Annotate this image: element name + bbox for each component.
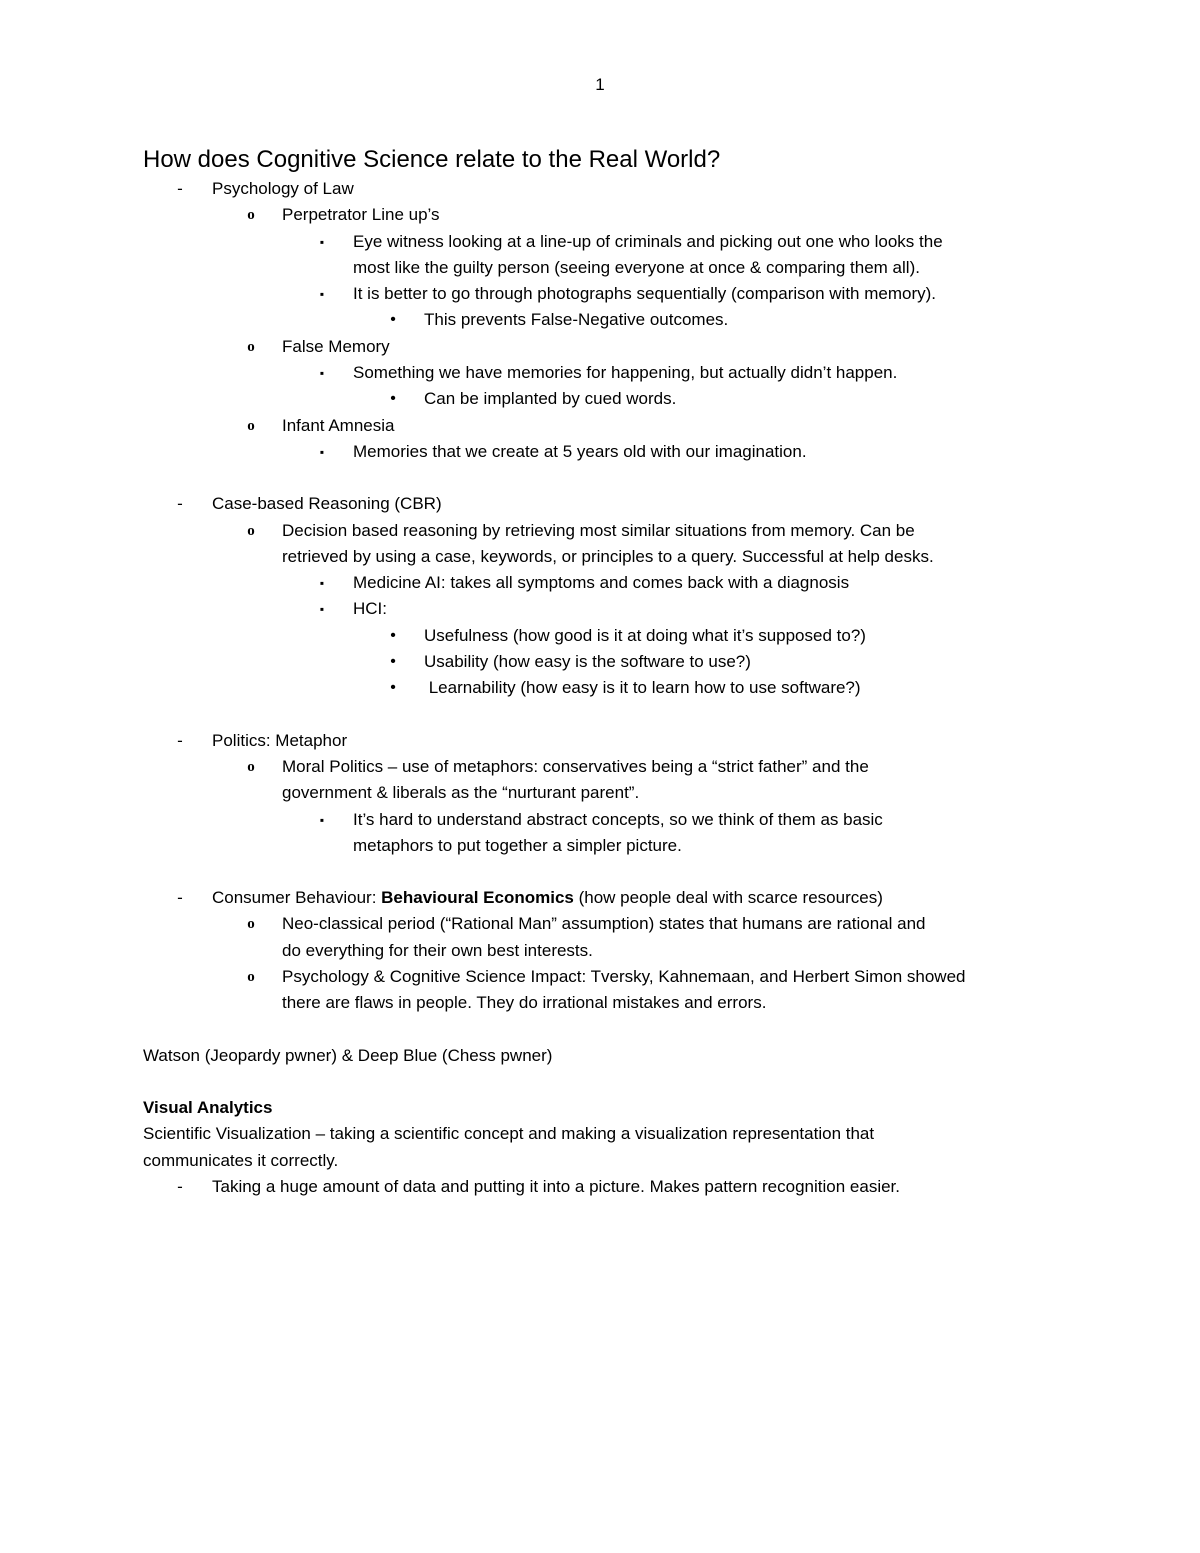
list-item-continuation: [143, 544, 1073, 570]
section-heading-visual-analytics: Visual Analytics: [143, 1097, 273, 1117]
list-item-text: Neo-classical period (“Rational Man” assumption) states that humans are rational and: [282, 914, 926, 934]
list-item: [143, 307, 1073, 333]
dash-bullet-icon: -: [177, 888, 183, 908]
list-item: [143, 675, 1073, 701]
list-item-continuation: [143, 255, 1073, 281]
document-body: [143, 144, 1073, 1200]
dash-bullet-icon: -: [177, 179, 183, 198]
list-item-continuation: [143, 780, 1073, 806]
list-item-text: It is better to go through photographs sequentially (comparison with memory).: [353, 284, 937, 304]
list-item: [143, 229, 1073, 255]
list-item-text: Taking a huge amount of data and putting it into a picture. Makes pattern recognition easier.: [212, 1176, 900, 1196]
square-bullet-icon: ▪: [319, 287, 325, 302]
square-bullet-icon: ▪: [319, 444, 325, 459]
list-item-text: Infant Amnesia: [282, 415, 395, 435]
list-item: [143, 596, 1073, 622]
list-item-text: metaphors to put together a simpler picture.: [353, 835, 682, 855]
document-title: How does Cognitive Science relate to the Real World?: [143, 146, 721, 173]
list-item-text: there are flaws in people. They do irrational mistakes and errors.: [282, 993, 767, 1013]
list-item-text: Medicine AI: takes all symptoms and comes back with a diagnosis: [353, 573, 850, 593]
paragraph-watson: Watson (Jeopardy pwner) & Deep Blue (Chess pwner): [143, 1045, 553, 1065]
list-item-text: do everything for their own best interests.: [282, 940, 593, 960]
list-item: [143, 176, 1073, 202]
list-item: [143, 518, 1073, 544]
list-item-text: Moral Politics – use of metaphors: conservatives being a “strict father” and the: [282, 756, 869, 776]
spacer: [143, 1017, 1073, 1043]
list-item-text: most like the guilty person (seeing everyone at once & comparing them all).: [353, 257, 920, 277]
square-bullet-icon: ▪: [319, 576, 325, 591]
circle-bullet-icon: o: [247, 338, 255, 355]
list-item-continuation: [143, 990, 1073, 1016]
paragraph-definition-continuation: communicates it correctly.: [143, 1150, 339, 1170]
list-item-text: Learnability (how easy is it to learn how to use software?): [424, 678, 861, 698]
list-item: [143, 334, 1073, 360]
list-item-text: This prevents False-Negative outcomes.: [424, 310, 729, 330]
list-item-continuation: [143, 938, 1073, 964]
list-item: [143, 439, 1073, 465]
heading-text: Consumer Behaviour:: [212, 888, 382, 908]
list-item: [143, 964, 1073, 990]
list-item-text: False Memory: [282, 336, 390, 356]
section-heading-cbr: Case-based Reasoning (CBR): [212, 494, 442, 514]
dot-bullet-icon: •: [390, 626, 396, 644]
list-item-text: government & liberals as the “nurturant parent”.: [282, 783, 640, 803]
section-heading-politics: Politics: Metaphor: [212, 730, 348, 750]
page-number: 1: [595, 75, 605, 94]
spacer: [143, 859, 1073, 885]
list-item-text: Decision based reasoning by retrieving most similar situations from memory. Can be: [282, 520, 915, 540]
circle-bullet-icon: o: [247, 758, 255, 775]
list-item-text: HCI:: [353, 599, 387, 619]
list-item: [143, 413, 1073, 439]
circle-bullet-icon: o: [247, 522, 255, 539]
section-heading-psychology-of-law: Psychology of Law: [212, 179, 354, 198]
circle-bullet-icon: o: [247, 916, 255, 933]
dash-bullet-icon: -: [177, 1176, 183, 1196]
list-item-text: It’s hard to understand abstract concepts, so we think of them as basic: [353, 809, 883, 829]
list-item-text: Something we have memories for happening, but actually didn’t happen.: [353, 363, 898, 383]
dot-bullet-icon: •: [390, 653, 396, 671]
list-item-text: Psychology & Cognitive Science Impact: Tversky, Kahnemaan, and Herbert Simon showed: [282, 967, 966, 987]
dash-bullet-icon: -: [177, 494, 183, 514]
dot-bullet-icon: •: [390, 390, 396, 408]
list-item: [143, 885, 1073, 911]
paragraph-definition: Scientific Visualization – taking a scientific concept and making a visualization representation that: [143, 1124, 875, 1144]
spacer: [143, 465, 1073, 491]
square-bullet-icon: ▪: [319, 812, 325, 827]
list-item: [143, 570, 1073, 596]
list-item: [143, 202, 1073, 228]
list-item: [143, 754, 1073, 780]
circle-bullet-icon: o: [247, 969, 255, 986]
list-item: [143, 728, 1073, 754]
dot-bullet-icon: •: [390, 679, 396, 697]
list-item-text: Perpetrator Line up’s: [282, 205, 440, 225]
list-item-continuation: [143, 833, 1073, 859]
list-item-text: Usability (how easy is the software to use?): [424, 652, 751, 672]
spacer: [143, 702, 1073, 728]
heading-bold-text: Behavioural Economics: [381, 888, 574, 908]
list-item: [143, 1174, 1073, 1200]
list-item-text: Eye witness looking at a line-up of criminals and picking out one who looks the: [353, 231, 943, 251]
list-item: [143, 360, 1073, 386]
section-heading-consumer-behaviour: [212, 888, 883, 907]
list-item: [143, 911, 1073, 937]
square-bullet-icon: ▪: [319, 234, 325, 249]
square-bullet-icon: ▪: [319, 602, 325, 617]
dash-bullet-icon: -: [177, 730, 183, 750]
list-item-text: retrieved by using a case, keywords, or principles to a query. Successful at help desks.: [282, 546, 934, 566]
dot-bullet-icon: •: [390, 311, 396, 329]
spacer: [143, 1069, 1073, 1095]
square-bullet-icon: ▪: [319, 366, 325, 381]
list-item: [143, 491, 1073, 517]
circle-bullet-icon: o: [247, 207, 255, 224]
list-item: [143, 386, 1073, 412]
circle-bullet-icon: o: [247, 417, 255, 434]
list-item-text: Memories that we create at 5 years old with our imagination.: [353, 441, 807, 461]
list-item: [143, 281, 1073, 307]
list-item: [143, 807, 1073, 833]
list-item: [143, 649, 1073, 675]
list-item-text: Can be implanted by cued words.: [424, 389, 677, 409]
list-item: [143, 623, 1073, 649]
list-item-text: Usefulness (how good is it at doing what it’s supposed to?): [424, 625, 866, 645]
heading-text: (how people deal with scarce resources): [573, 888, 883, 908]
